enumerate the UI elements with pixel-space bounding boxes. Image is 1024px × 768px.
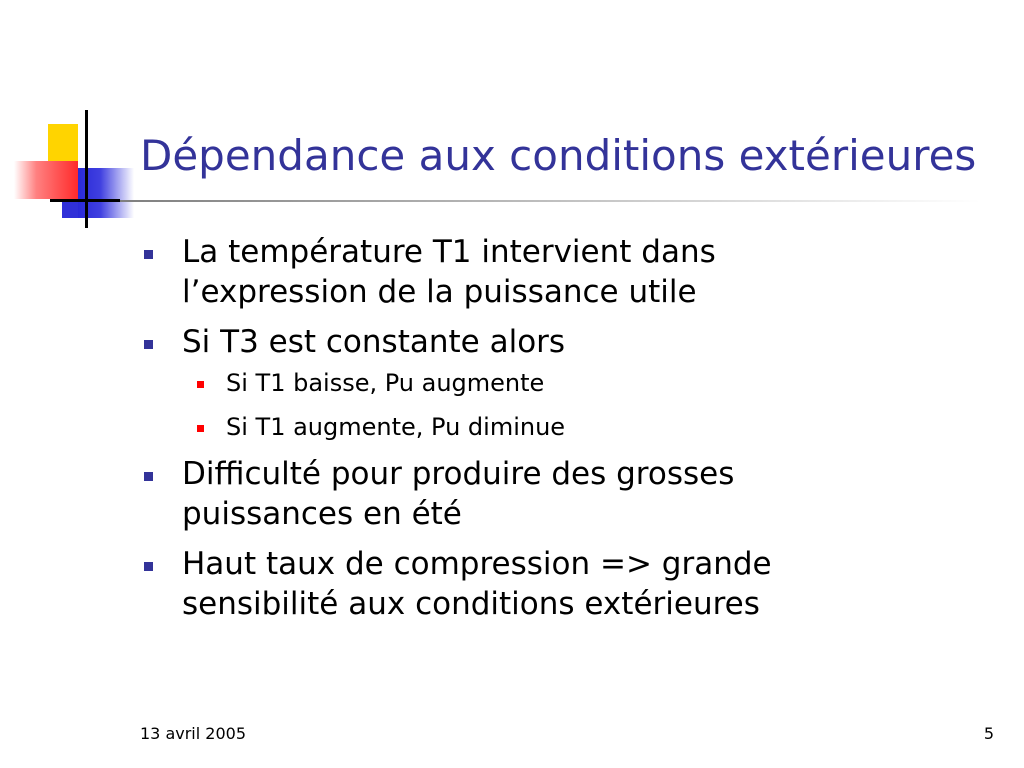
sub-bullet-text: Si T1 baisse, Pu augmente	[226, 369, 545, 397]
slide-body	[140, 232, 990, 634]
decorative-logo	[0, 0, 140, 240]
bullet-item	[140, 544, 990, 624]
bullet-text-line: La température T1 intervient dans	[182, 234, 716, 270]
bullet-square-icon	[144, 562, 153, 571]
bullet-item	[140, 454, 990, 534]
bullet-text-line: Difficulté pour produire des grosses	[182, 456, 735, 492]
logo-yellow-square	[48, 124, 78, 162]
sub-bullet-item	[140, 366, 990, 400]
bullet-text-line: l’expression de la puissance utile	[182, 274, 697, 310]
bullet-item	[140, 322, 990, 362]
logo-horizontal-line	[50, 199, 120, 202]
bullet-square-icon	[144, 472, 153, 481]
sub-bullet-square-icon	[197, 381, 204, 388]
sub-bullet-text: Si T1 augmente, Pu diminue	[226, 413, 566, 441]
slide-title: Dépendance aux conditions extérieures	[140, 131, 977, 180]
bullet-text-line: puissances en été	[182, 496, 462, 532]
footer-date: 13 avril 2005	[140, 724, 246, 743]
page-number: 5	[983, 724, 994, 743]
bullet-text: Si T3 est constante alors	[182, 324, 566, 360]
bullet-text-line: sensibilité aux conditions extérieures	[182, 586, 760, 622]
bullet-square-icon	[144, 340, 153, 349]
title-underline	[120, 200, 980, 202]
logo-vertical-line	[85, 110, 88, 228]
sub-bullet-square-icon	[197, 425, 204, 432]
logo-red-square	[14, 161, 78, 199]
sub-bullet-item	[140, 410, 990, 444]
bullet-text-line: Haut taux de compression => grande	[182, 546, 772, 582]
bullet-square-icon	[144, 250, 153, 259]
bullet-item	[140, 232, 990, 312]
